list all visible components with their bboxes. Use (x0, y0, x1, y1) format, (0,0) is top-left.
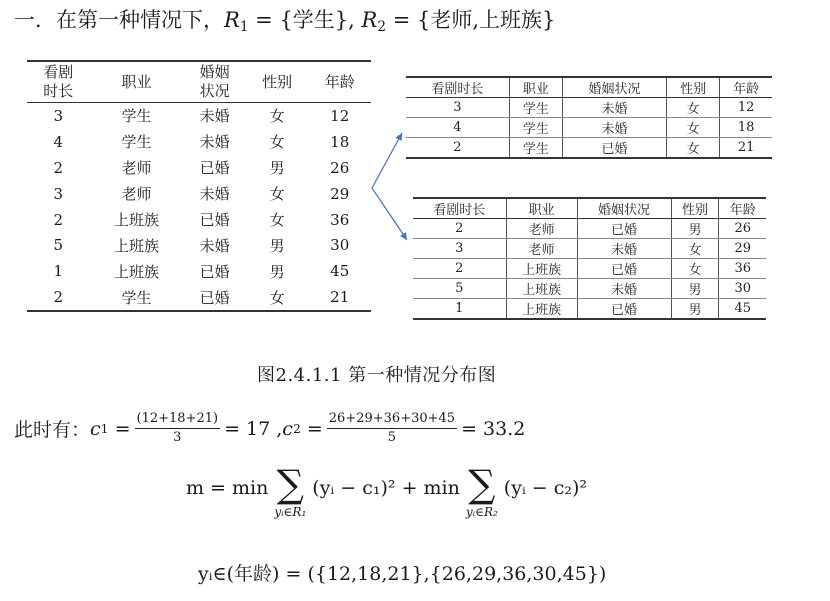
r2-value: = {老师,上班族} (386, 8, 556, 32)
table-cell: 上班族 (506, 279, 577, 299)
table-cell: 1 (413, 299, 506, 320)
table-cell: 老师 (121, 159, 152, 178)
table-cell: 3 (406, 98, 509, 118)
table-cell: 30 (719, 279, 766, 299)
table-cell: 30 (330, 236, 350, 255)
c2-numerator: 26+29+36+30+45 (327, 411, 457, 429)
r1-sub: 1 (239, 19, 249, 36)
column-header: 职业 (509, 77, 562, 98)
table-cell: 已婚 (577, 299, 671, 320)
table-cell: 老师 (506, 239, 577, 259)
table-cell: 上班族 (506, 259, 577, 279)
table-cell: 男 (671, 279, 719, 299)
table-cell: 男 (671, 299, 719, 320)
table-cell: 未婚 (199, 185, 230, 204)
arrow-to-r2 (372, 188, 407, 240)
table-cell: 29 (330, 184, 350, 203)
table-cell: 5 (53, 236, 64, 255)
column-header: 性别 (667, 77, 720, 98)
table-cell: 3 (53, 184, 64, 203)
table-cell: 2 (413, 259, 506, 279)
table-cell: 女 (671, 239, 719, 259)
centroid-formula: 此时有： c 1 = $\frac{(12+18+21)}{3}$ = 17 , c 2 = $\frac{26+29+36+30+45}{5}$ = 33.2 (14, 411, 526, 445)
table-cell: 已婚 (199, 262, 230, 281)
r2-sub: 2 (377, 19, 387, 36)
table-cell: 3 (53, 106, 64, 125)
table-cell: 女 (269, 185, 285, 204)
table-cell: 上班族 (113, 262, 159, 281)
table-cell: 已婚 (577, 259, 671, 279)
table-cell: 26 (719, 219, 766, 239)
c1-result: = 17 (224, 417, 271, 440)
table-cell: 上班族 (113, 211, 159, 229)
column-header: 看剧时长 (413, 198, 506, 219)
table-cell: 女 (671, 259, 719, 279)
c2-denominator: 5 (387, 430, 397, 445)
column-header: 婚姻状况 (577, 198, 671, 219)
table-cell: 2 (53, 158, 64, 177)
table-cell: 2 (53, 210, 64, 229)
table-cell: 未婚 (577, 279, 671, 299)
table-cell: 学生 (509, 98, 562, 118)
sigma1-icon: ∑ (276, 462, 304, 506)
table-cell: 4 (406, 118, 509, 138)
table-cell: 已婚 (577, 219, 671, 239)
table-cell: 36 (330, 210, 350, 229)
table-cell: 未婚 (562, 118, 666, 138)
table-cell: 18 (720, 118, 772, 138)
y-formula: yᵢ∈(年龄) = ({12,18,21},{26,29,36,30,45}) (198, 563, 607, 585)
table-cell: 21 (720, 138, 772, 159)
table-cell: 3 (413, 239, 506, 259)
column-header: 看剧时长 (406, 77, 509, 98)
column-header: 婚姻状况 (562, 77, 666, 98)
r1-label: R (224, 8, 240, 32)
c1-sub: 1 (100, 421, 109, 436)
c2-fraction (327, 411, 457, 446)
table-cell: 未婚 (199, 133, 230, 152)
table-cell: 男 (671, 219, 719, 239)
c2-label: c (282, 417, 293, 440)
table-cell: 已婚 (183, 284, 246, 311)
table-cell: 12 (330, 106, 350, 125)
table-cell: 老师 (121, 185, 152, 204)
table-cell: 未婚 (199, 236, 230, 255)
table-cell: 学生 (90, 284, 184, 311)
table-cell: 学生 (509, 118, 562, 138)
table-cell: 1 (53, 262, 64, 281)
table-cell: 已婚 (562, 138, 666, 159)
c1-numerator: (12+18+21) (135, 411, 221, 429)
column-header: 婚姻 状况 (183, 61, 246, 103)
arrow-to-r1 (372, 133, 402, 188)
centroid-prefix: 此时有： (14, 419, 91, 441)
table-cell: 未婚 (577, 239, 671, 259)
table-cell: 学生 (121, 133, 152, 152)
c2-sub: 2 (292, 421, 301, 436)
term2: (yᵢ − c₂)² (503, 477, 588, 499)
column-header: 职业 (506, 198, 577, 219)
term1: (yᵢ − c₁)² + min (312, 477, 460, 499)
c1-denominator: 3 (173, 430, 182, 445)
table-cell: 2 (413, 219, 506, 239)
column-header: 年龄 (719, 198, 766, 219)
m-prefix: m = min (186, 477, 269, 499)
table-cell: 未婚 (199, 107, 230, 126)
table-cell: 男 (269, 262, 285, 281)
table-cell: 45 (719, 299, 766, 320)
c2-result: = 33.2 (461, 417, 526, 440)
table-cell: 18 (330, 132, 350, 151)
table-cell: 学生 (121, 107, 152, 126)
sum1-index: yᵢ∈R₁ (274, 505, 307, 519)
table-cell: 29 (719, 239, 766, 259)
table-cell: 2 (27, 284, 90, 311)
sigma2-icon: ∑ (468, 462, 496, 506)
table-cell: 已婚 (199, 159, 230, 178)
table-cell: 21 (308, 284, 371, 311)
table-cell: 女 (667, 98, 720, 118)
table-cell: 5 (413, 279, 506, 299)
r1-value: = {学生}, (248, 8, 355, 32)
table-cell: 上班族 (506, 299, 577, 320)
table-cell: 已婚 (199, 211, 230, 229)
table-cell: 学生 (509, 138, 562, 159)
table-cell: 老师 (506, 219, 577, 239)
table-cell: 45 (330, 262, 350, 281)
table-cell: 女 (269, 133, 285, 152)
sum2 (465, 462, 498, 519)
sum1 (274, 462, 307, 519)
column-header: 性别 (671, 198, 719, 219)
table-cell: 女 (246, 284, 309, 311)
objective-formula (186, 462, 588, 519)
table-cell: 女 (667, 118, 720, 138)
c1-label: c (90, 417, 101, 440)
heading-prefix: 一．在第一种情况下， (14, 8, 224, 32)
c1-fraction (135, 411, 221, 446)
table-cell: 未婚 (562, 98, 666, 118)
figure-caption: 图2.4.1.1 第一种情况分布图 (257, 365, 497, 386)
sum2-index: yᵢ∈R₂ (465, 505, 498, 519)
table-cell: 男 (269, 236, 285, 255)
column-header: 看剧 时长 (27, 61, 90, 103)
table-cell: 4 (53, 132, 64, 151)
table-cell: 2 (406, 138, 509, 159)
table-cell: 女 (269, 107, 285, 126)
r2-label: R (361, 8, 378, 32)
column-header: 性别 (246, 61, 309, 103)
table-cell: 男 (269, 159, 285, 178)
column-header: 职业 (90, 61, 184, 103)
table-cell: 12 (720, 98, 772, 118)
column-header: 年龄 (720, 77, 772, 98)
table-cell: 36 (719, 259, 766, 279)
table-cell: 26 (330, 158, 350, 177)
column-header: 年龄 (308, 61, 371, 103)
table-cell: 女 (269, 211, 285, 229)
table-cell: 上班族 (113, 236, 159, 255)
table-cell: 女 (667, 138, 720, 159)
